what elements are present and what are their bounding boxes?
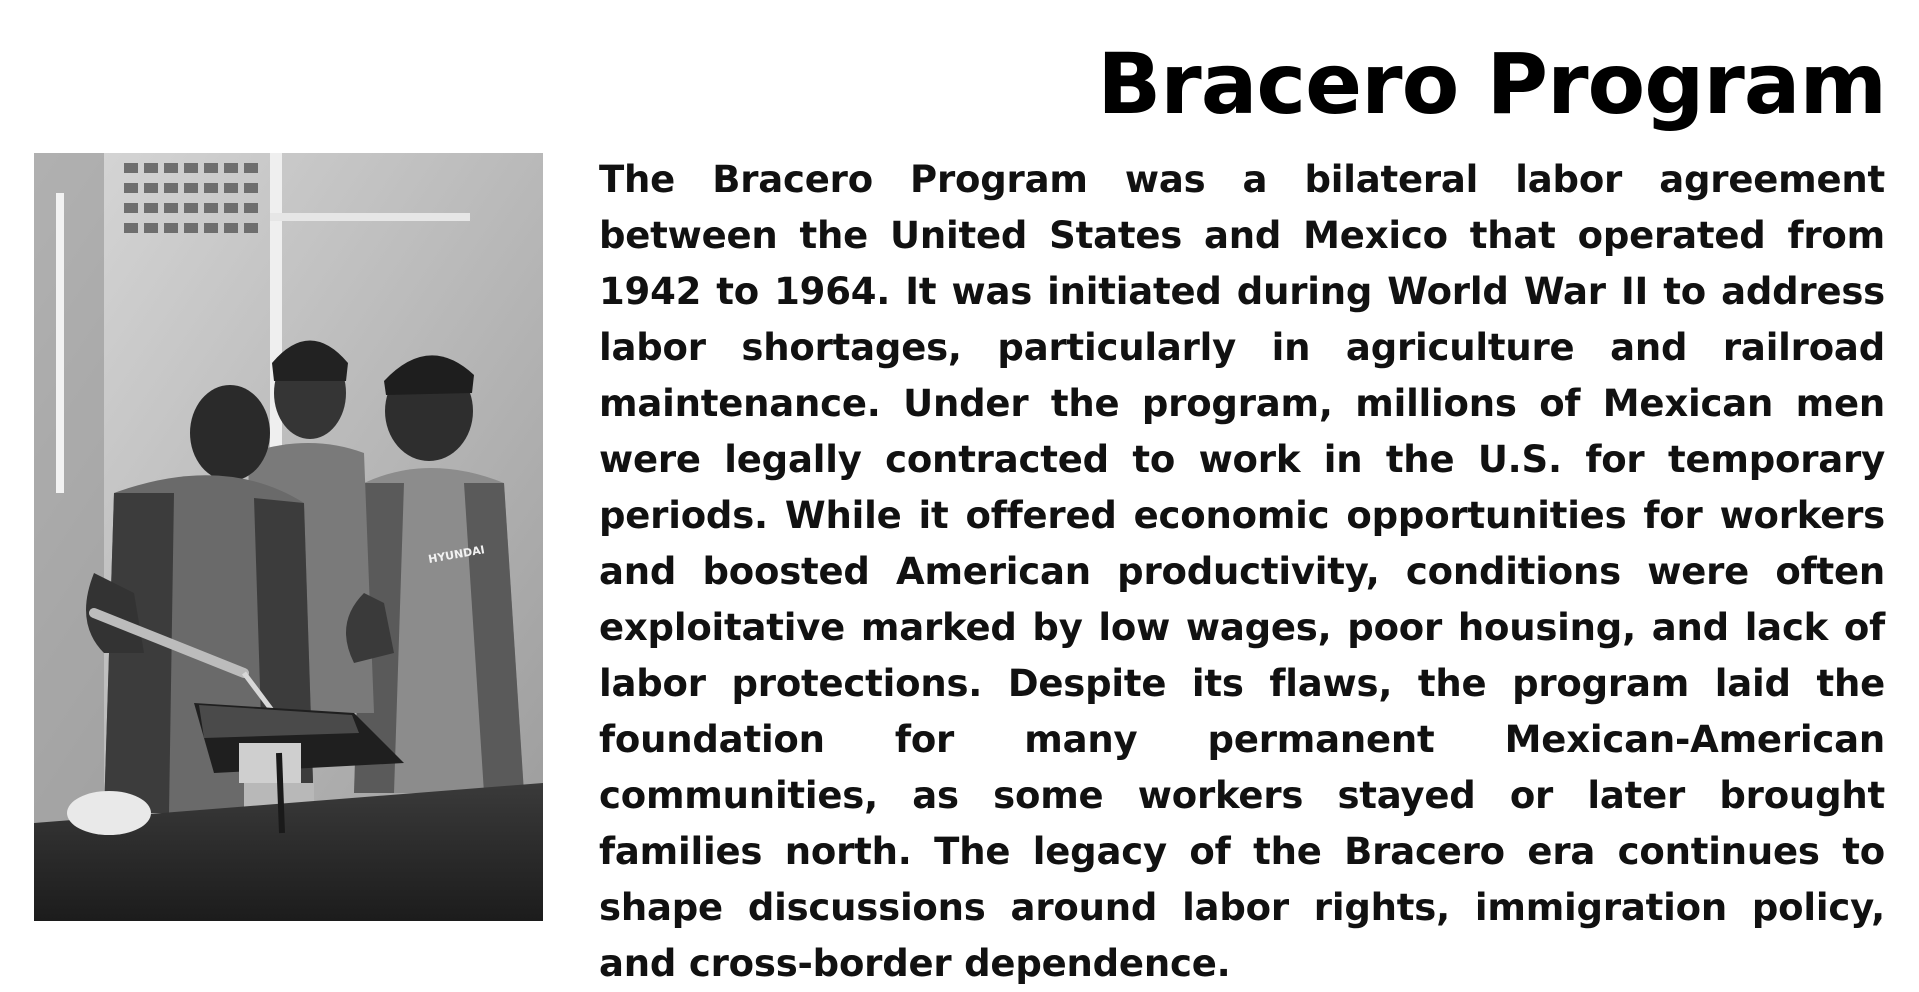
body-paragraph: The Bracero Program was a bilateral labor agreement between the United States and Mexico that operated from 1942 to 1964. It was initiated during World War II to address labor shortages, particularly in agriculture and railroad maintenance. Under the program, millions of Mexican men were legally contracted to work in the U.S. for temporary periods. While it offered economic opportunities for workers and boosted American productivity, conditions were often exploitative marked by low wages, poor housing, and lack of labor protections. Despite its flaws, the program laid the foundation for many permanent Mexican-American communities, as some workers stayed or later brought families north. The legacy of the Bracero era continues to shape discussions around labor rights, immigration policy, and cross-border dependence. [599, 158, 1885, 985]
page-title: Bracero Program [1097, 35, 1886, 133]
workers-photo [34, 153, 543, 921]
shirt-logo-text: HYUNDAI [427, 543, 486, 566]
workers-photo-illustration [34, 153, 543, 921]
